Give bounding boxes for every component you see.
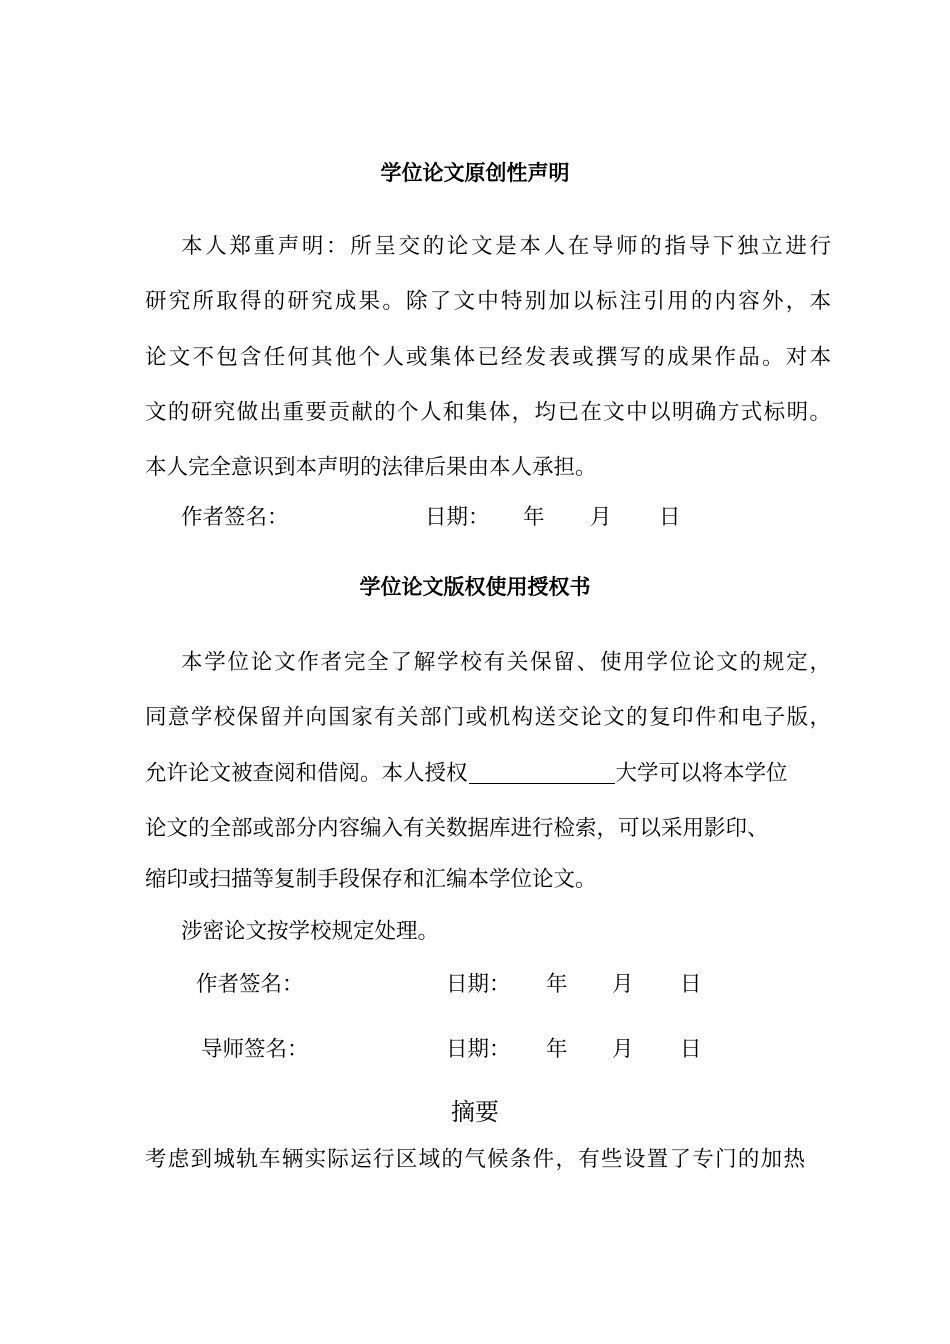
declaration-line-2: 研究所取得的研究成果。除了文中特别加以标注引用的内容外，本 — [145, 289, 831, 314]
advisor-day: 日 — [680, 1037, 702, 1062]
declaration-date-label: 日期： — [425, 505, 490, 530]
copyright-author-date-label: 日期： — [446, 972, 511, 997]
abstract-first-line: 考虑到城轨车辆实际运行区域的气候条件，有些设置了专门的加热 — [145, 1147, 805, 1172]
declaration-line-1: 本人郑重声明：所呈交的论文是本人在导师的指导下独立进行 — [181, 234, 831, 259]
declaration-line-3: 论文不包含任何其他个人或集体已经发表或撰写的成果作品。对本 — [145, 345, 831, 370]
declaration-author-signature-label: 作者签名： — [181, 505, 289, 530]
copyright-author-year: 年 — [546, 972, 568, 997]
advisor-signature-label: 导师签名： — [201, 1037, 309, 1062]
declaration-month: 月 — [590, 505, 612, 530]
declaration-line-4: 文的研究做出重要贡献的个人和集体，均已在文中以明确方式标明。 — [145, 400, 831, 425]
declaration-year: 年 — [523, 505, 545, 530]
advisor-year: 年 — [546, 1037, 568, 1062]
copyright-line-3 — [145, 756, 788, 787]
copyright-author-month: 月 — [612, 972, 634, 997]
declaration-day: 日 — [659, 505, 681, 530]
advisor-date-label: 日期： — [446, 1037, 511, 1062]
copyright-line-3-prefix: 允许论文被查阅和借阅。本人授权 — [145, 761, 468, 786]
declaration-title: 学位论文原创性声明 — [380, 160, 570, 185]
copyright-line-3-suffix: 大学可以将本学位 — [615, 761, 788, 786]
copyright-line-1: 本学位论文作者完全了解学校有关保留、使用学位论文的规定， — [181, 650, 831, 675]
copyright-author-day: 日 — [680, 972, 702, 997]
advisor-month: 月 — [612, 1037, 634, 1062]
copyright-author-signature-label: 作者签名： — [196, 972, 304, 997]
copyright-line-5: 缩印或扫描等复制手段保存和汇编本学位论文。 — [145, 867, 597, 892]
copyright-line-6: 涉密论文按学校规定处理。 — [181, 919, 440, 944]
abstract-title: 摘要 — [451, 1098, 499, 1126]
declaration-line-5: 本人完全意识到本声明的法律后果由本人承担。 — [145, 455, 597, 480]
copyright-line-2: 同意学校保留并向国家有关部门或机构送交论文的复印件和电子版， — [145, 705, 831, 730]
copyright-title: 学位论文版权使用授权书 — [359, 574, 591, 599]
university-name-blank[interactable] — [469, 761, 615, 784]
copyright-line-4: 论文的全部或部分内容编入有关数据库进行检索，可以采用影印、 — [145, 816, 769, 841]
